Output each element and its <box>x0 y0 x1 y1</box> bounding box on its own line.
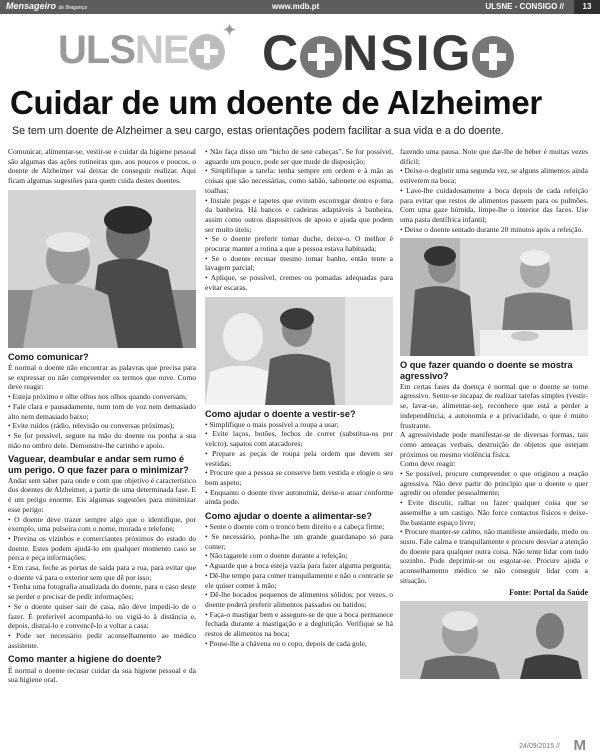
paragraph: Andar sem saber para onde e com que objetivo é característico dos doentes de Alzheimer, a partir de uma determinada fase. E é um perigo enorme. Eis algumas sugestões para minimizar esse perigo: <box>8 475 196 514</box>
bullet-item: • Prepare as peças de roupa pela ordem que devem ser vestidas; <box>205 448 393 468</box>
page-footer <box>0 737 600 754</box>
bullet-item: • Esteja próximo e olhe olhos nos olhos quando conversam; <box>8 392 188 402</box>
bullet-item: • Simplifique a tarefa: tenha sempre em ordem e à mão as coisas que são necessárias, como sabão, sabonete ou espuma, toalhas; <box>205 166 393 195</box>
star-icon: ✦ <box>222 20 238 40</box>
bullet-item: • Evite laços, botões, fechos de correr (substitua-os por velcro), sapatos com atacadores; <box>205 429 393 449</box>
section-heading: Vaguear, deambular e andar sem rumo é um perigo. O que fazer para o minimizar? <box>8 454 189 475</box>
section-label: ULSNE - CONSIGO // <box>485 2 564 11</box>
nurse-patient-photo <box>205 297 393 405</box>
bullet-item: • Aguarde que a boca esteja vazia para fazer alguma pergunta; <box>205 561 392 571</box>
bullet-item: • Não tagarele com o doente durante a refeição; <box>205 551 348 561</box>
bullet-item: • Dê-lhe bocados pequenos de alimentos sólidos; por vezes, o doente poderá preferir alimentos passados ou batidos; <box>205 590 393 609</box>
photo-illustration <box>205 297 393 405</box>
bullet-item: • Enquanto o doente tiver autonomia, deixe-o atuar conforme ainda pode. <box>205 487 393 507</box>
section-heading: Como comunicar? <box>8 351 89 362</box>
bullet-item: • Evite ruídos (rádio, televisão ou conversas próximas); <box>8 421 175 431</box>
bullet-item: • Se possível, procure compreender o que originou a reação agressiva. Não deve partir do princípio que o doente o quer agredir ou ofender pessoalmente; <box>400 469 588 498</box>
consigo-text-b: NSIG <box>342 25 473 81</box>
ulsne-logo-text-b: NE <box>135 28 189 72</box>
bullet-item: • Se necessário, ponha-lhe um grande guardanapo só para comer; <box>205 531 393 551</box>
paragraph: fazendo uma pausa. Note que dar-lhe de beber é muitas vezes difícil; <box>400 147 588 166</box>
bullet-item: • Fale clara e pausadamente, num tom de voz nem demasiado alto nem demasiado baixo; <box>8 401 196 421</box>
bullet-item: • Tenha uma fotografia atualizada do doente, para o caso deste se perder e precisar de pedir informações; <box>8 582 196 602</box>
newspaper-logo <box>6 1 87 11</box>
column-3 <box>400 147 588 683</box>
paragraph: A agressividade pode manifestar-se de diversas formas, tais como ameaças verbais, destruição de objetos que estejam próximos ou mesmo violência física. <box>400 430 588 459</box>
bullet-item: • O doente deve trazer sempre algo que o identifique, por exemplo, uma pulseira com o nome, morada e telefone; <box>8 514 196 534</box>
consigo-text-a: C <box>262 25 301 81</box>
publication-date <box>519 743 560 750</box>
article-headline: Cuidar de um doente de Alzheimer <box>10 84 542 121</box>
page-number: 13 <box>574 0 600 14</box>
bullet-item: • Dê-lhe tempo para comer tranquilamente e não o contrarie se ele quiser comer à mão; <box>205 570 393 590</box>
bullet-item: • Faça-o mastigar bem e assegure-se de que a boca permanece fechada durante a mastigação e a deglutição. Verifique se há restos de alimentos na boca; <box>205 609 393 639</box>
elderly-woman-photo <box>400 601 588 679</box>
newspaper-mark: M <box>573 737 586 754</box>
bullet-item: • Sente o doente com o tronco bem direito e a cabeça firme; <box>205 522 385 532</box>
bullet-item: • Instale pegas e tapetes que evitem escorregar dentro e fora da banheira. Há bancos e cadeiras adaptáveis à banheira, assim como outros dispositivos de apoio e ajuda que podem ser muito úteis; <box>205 195 393 234</box>
section-heading: Como ajudar o doente a alimentar-se? <box>205 511 372 522</box>
date-separator: // <box>556 743 560 750</box>
photo-illustration <box>400 601 588 679</box>
caregiver-photo <box>8 190 196 348</box>
bullet-item: • Lave-lhe cuidadosamente a boca depois de cada refeição para evitar que restos de alimentos passem para os pulmões. Com uma gaze húmida, limpe-lhe o interior das faces. Use uma pasta dentífrica infantil; <box>400 185 588 224</box>
column-2 <box>205 147 393 648</box>
bullet-item: • Evite discutir, ralhar ou fazer qualquer coisa que se assemelhe a um castigo. Não force contactos físicos e deixe-lhe bastante espaço livre; <box>400 498 588 527</box>
paragraph: É normal o doente recusar cuidar da sua higiene pessoal e da sua higiene oral. <box>8 665 196 685</box>
bullet-item: • Deixe o doente sentado durante 20 minutos após a refeição. <box>400 224 584 234</box>
bullet-item: • Aplique, se possível, cremes ou pomadas adequadas para evitar escaras. <box>205 273 393 292</box>
bullet-item: • Deixe-o deglutir uma segunda vez, se alguns alimentos ainda estiverem na boca; <box>400 166 588 186</box>
paragraph: Como deve reagir: <box>400 459 456 469</box>
page-header-bar <box>0 0 600 14</box>
section-heading: Como ajudar o doente a vestir-se? <box>205 408 356 419</box>
ulsne-logo-text-a: ULS <box>58 28 135 72</box>
bullet-item: • Pouse-lhe a chávena ou o copo, depois de cada gole, <box>205 638 367 648</box>
paragraph: Em certas fases da doença é normal que o doente se torne agressivo. Sente-se incapaz de realizar tarefas simples (vestir-se, lavar-se, alimentar-se), reconhece que está a perder a independência, a autonomia e a privacidade, o que é muito frustrante. <box>400 381 588 430</box>
source-credit: Fonte: Portal da Saúde <box>509 587 588 597</box>
article-intro: Se tem um doente de Alzheimer a seu cargo, estas orientações podem facilitar a sua vida e a do doente. <box>12 125 504 137</box>
photo-illustration <box>400 238 588 356</box>
date-text: 24/09/2015 <box>519 743 555 750</box>
section-heading: Como manter a higiene do doente? <box>8 654 162 665</box>
paragraph: Comunicar, alimentar-se, vestir-se e cuidar da higiene pessoal são algumas das ações rotineiras que, aos poucos e poucos, o doente de Alzheimer vai deixar de conseguir realizar. Aqui ficam algumas sugestões para quem cuida destes doentes. <box>8 147 196 186</box>
logo-subtext: de Bragança <box>58 5 87 11</box>
bullet-item: • Procure que a pessoa se conserve bem vestida e elogie o seu bom aspeto; <box>205 468 393 487</box>
medical-cross-icon <box>472 36 514 78</box>
bullet-item: • Se o doente recusar mesmo tomar banho, então tente a lavagem parcial; <box>205 253 393 273</box>
photo-illustration <box>8 190 196 348</box>
bullet-item: • Se o doente preferir tomar duche, deixe-o. O melhor é procurar manter a rotina a que a pessoa estava habituada; <box>205 234 393 254</box>
logo-text: Mensageiro <box>6 1 57 11</box>
consigo-logo <box>262 24 514 82</box>
section-heading: O que fazer quando o doente se mostra agressivo? <box>400 360 573 381</box>
masthead <box>0 16 600 82</box>
bullet-item: • Procure manter-se calmo, não manifeste ansiedade, medo ou susto. Fale calma e tranquilamente e procure desviar a atenção do doente para qualquer outra coisa. Não tente lidar com tudo sozinho. Pode deprimir-se ou esgotar-se. Procure ajuda e aconselhamento médico se não conseguir lidar com a situação. <box>400 527 588 585</box>
bullet-item: • Se for possível, segure na mão do doente ou ponha a sua mão no ombro dele. Demonstre-lhe carinho e apoio. <box>8 430 196 450</box>
bullet-item: • Pode ser necessário pedir aconselhamento ao médico assistente. <box>8 631 196 650</box>
medical-cross-icon <box>189 34 225 70</box>
medical-cross-icon <box>300 36 342 78</box>
bullet-item: • Em casa, feche as portas de saída para a rua, para evitar que o doente vá para o exterior sem que dê por isso; <box>8 563 196 582</box>
website-url[interactable]: www.mdb.pt <box>272 2 320 11</box>
meal-assistance-photo <box>400 238 588 356</box>
column-1 <box>8 147 196 685</box>
bullet-item: • Previna os vizinhos e comerciantes próximos do estado do doente. Estes podem ajudá-lo em qualquer momento caso se perca e peça informações; <box>8 533 196 563</box>
ulsne-logo <box>58 28 225 73</box>
bullet-item: • Se o doente quiser sair de casa, não deve impedi-lo de o fazer. É preferível acompanhá-lo ou vigiá-lo à distância e, depois, distraí-lo e convencê-lo a voltar a casa; <box>8 601 196 631</box>
bullet-item: • Simplifique o mais possível a roupa a usar; <box>205 419 339 429</box>
bullet-item: • Não faça disso um "bicho de sete cabeças". Se for possível, aguarde um pouco, pode ser que mude de disposição; <box>205 147 393 166</box>
paragraph: É normal o doente não encontrar as palavras que precisa para se expressar ou não compreender os termos que ouve. Como deve reagir: <box>8 363 196 392</box>
